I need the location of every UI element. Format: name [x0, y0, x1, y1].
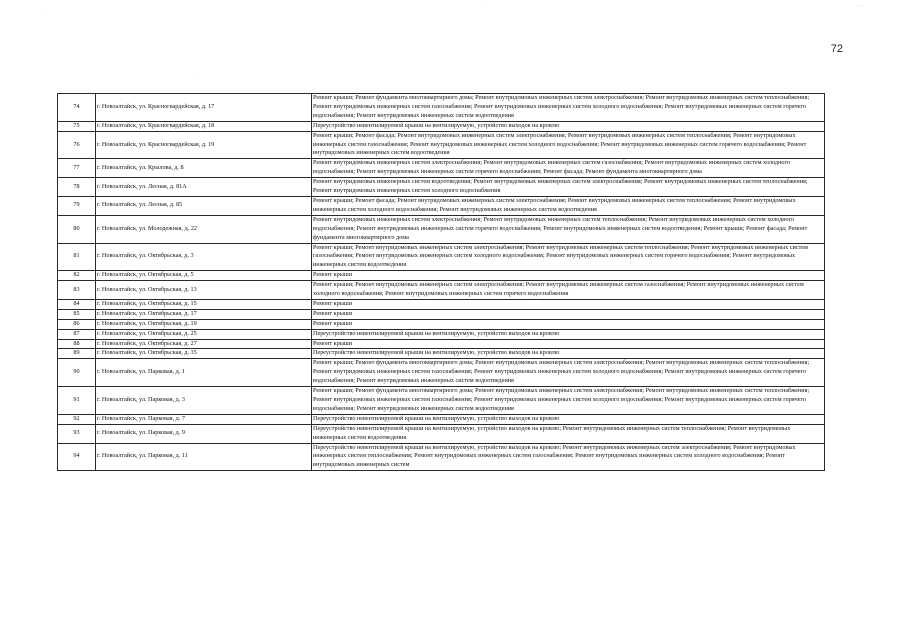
row-works: Ремонт крыши; Ремонт фундамента многоквартирного дома; Ремонт внутридомовых инженерных систем электроснабжения; Ремонт внутридомовых инженерных систем теплоснабжения; Ремонт внутридомовых инженерных систем газоснабжения; Ремонт внутридомовых инженерных систем холодного водоснабжения; Ремонт внутридомовых инженерных систем горячего водоснабжения; Ремонт внутридомовых инженерных систем водоотведения — [312, 94, 825, 122]
row-address: г. Новоалтайск, ул. Парковая, д. 7 — [96, 414, 312, 424]
table-row — [58, 387, 825, 415]
table-row — [58, 121, 825, 131]
row-works: Ремонт крыши — [312, 271, 825, 281]
row-works: Ремонт внутридомовых инженерных систем электроснабжения; Ремонт внутридомовых инженерных систем газоснабжения; Ремонт внутридомовых инженерных систем холодного водоснабжения; Ремонт внутридомовых инженерных систем горячего водоснабжения; Ремонт фасада; Ремонт фундамента многоквартирного дома — [312, 159, 825, 178]
row-works: Ремонт крыши — [312, 299, 825, 309]
scan-speck: . — [196, 76, 198, 82]
row-address: г. Новоалтайск, ул. Парковая, д. 1 — [96, 359, 312, 387]
row-address: г. Новоалтайск, ул. Молодежная, д. 22 — [96, 215, 312, 243]
row-works: Ремонт крыши; Ремонт внутридомовых инженерных систем электроснабжения; Ремонт внутридомовых инженерных систем газоснабжения; Ремонт внутридомовых инженерных систем холодного водоснабжения; Ремонт внутридомовых инженерных систем горячего водоснабжения — [312, 281, 825, 300]
table-row — [58, 243, 825, 271]
row-works: Ремонт крыши; Ремонт фасада; Ремонт внутридомовых инженерных систем электроснабжения; Ремонт внутридомовых инженерных систем теплоснабжения; Ремонт внутридомовых инженерных систем газоснабжения; Ремонт внутридомовых инженерных систем холодного водоснабжения; Ремонт внутридомовых инженерных систем горячего водоснабжения; Ремонт внутридомовых инженерных систем водоотведения — [312, 131, 825, 159]
table-row — [58, 309, 825, 319]
row-address: г. Новоалтайск, ул. Октябрьская, д. 19 — [96, 319, 312, 329]
table-row — [58, 414, 825, 424]
row-works: Переустройство невентилируемой крыши на вентилируемую, устройство выходов на кровлю — [312, 349, 825, 359]
row-address: г. Новоалтайск, ул. Парковая, д. 9 — [96, 424, 312, 443]
row-number: 74 — [58, 94, 96, 122]
row-works: Ремонт крыши — [312, 339, 825, 349]
table-row — [58, 271, 825, 281]
row-number: 80 — [58, 215, 96, 243]
row-works: Ремонт крыши; Ремонт фасада; Ремонт внутридомовых инженерных систем электроснабжения; Ремонт внутридомовых инженерных систем теплоснабжения; Ремонт внутридомовых инженерных систем холодного водоснабжения; Ремонт внутридомовых инженерных систем водоотведения — [312, 196, 825, 215]
row-address: г. Новоалтайск, ул. Октябрьская, д. 15 — [96, 299, 312, 309]
row-number: 82 — [58, 271, 96, 281]
row-number: 76 — [58, 131, 96, 159]
row-works: Переустройство невентилируемой крыши на вентилируемую, устройство выходов на кровлю — [312, 121, 825, 131]
row-number: 87 — [58, 329, 96, 339]
table-row — [58, 349, 825, 359]
row-address: г. Новоалтайск, ул. Октябрьская, д. 17 — [96, 309, 312, 319]
row-works: Ремонт крыши; Ремонт фундамента многоквартирного дома; Ремонт внутридомовых инженерных систем электроснабжения; Ремонт внутридомовых инженерных систем теплоснабжения; Ремонт внутридомовых инженерных систем газоснабжения; Ремонт внутридомовых инженерных систем холодного водоснабжения; Ремонт внутридомовых инженерных систем горячего водоснабжения; Ремонт внутридомовых инженерных систем водоотведения — [312, 387, 825, 415]
table-row — [58, 424, 825, 443]
scan-speck: . — [42, 6, 44, 12]
row-number: 94 — [58, 443, 96, 471]
row-address: г. Новоалтайск, ул. Октябрьская, д. 5 — [96, 271, 312, 281]
row-address: г. Новоалтайск, ул. Парковая, д. 11 — [96, 443, 312, 471]
row-works: Переустройство невентилируемой крыши на вентилируемую, устройство выходов на кровлю — [312, 329, 825, 339]
row-works: Переустройство невентилируемой крыши на вентилируемую, устройство выходов на кровлю; Ремонт внутридомовых инженерных систем электроснабжения; Ремонт внутридомовых инженерных систем теплоснабжения; Ремонт внутридомовых инженерных систем газоснабжения; Ремонт внутридомовых инженерных систем холодного водоснабжения; Ремонт внутридомовых инженерных систем — [312, 443, 825, 471]
row-address: г. Новоалтайск, ул. Октябрьская, д. 25 — [96, 329, 312, 339]
row-number: 85 — [58, 309, 96, 319]
table-row — [58, 299, 825, 309]
row-address: г. Новоалтайск, ул. Лесная, д. 81А — [96, 178, 312, 197]
row-works: Ремонт крыши — [312, 309, 825, 319]
row-address: г. Новоалтайск, ул. Октябрьская, д. 3 — [96, 243, 312, 271]
row-address: г. Новоалтайск, ул. Парковая, д. 3 — [96, 387, 312, 415]
row-number: 86 — [58, 319, 96, 329]
row-works: Ремонт крыши; Ремонт фундамента многоквартирного дома; Ремонт внутридомовых инженерных систем электроснабжения; Ремонт внутридомовых инженерных систем теплоснабжения; Ремонт внутридомовых инженерных систем газоснабжения; Ремонт внутридомовых инженерных систем холодного водоснабжения; Ремонт внутридомовых инженерных систем горячего водоснабжения; Ремонт внутридомовых инженерных систем водоотведения — [312, 359, 825, 387]
row-works: Ремонт внутридомовых инженерных систем водоотведения; Ремонт внутридомовых инженерных систем электроснабжения; Ремонт внутридомовых инженерных систем теплоснабжения; Ремонт внутридомовых инженерных систем холодного водоснабжения — [312, 178, 825, 197]
row-number: 91 — [58, 387, 96, 415]
row-number: 78 — [58, 178, 96, 197]
row-number: 77 — [58, 159, 96, 178]
table-row — [58, 94, 825, 122]
row-number: 84 — [58, 299, 96, 309]
table-row — [58, 339, 825, 349]
row-address: г. Новоалтайск, ул. Красногвардейская, д. 17 — [96, 94, 312, 122]
table-row — [58, 281, 825, 300]
row-number: 79 — [58, 196, 96, 215]
row-address: г. Новоалтайск, ул. Октябрьская, д. 13 — [96, 281, 312, 300]
row-number: 83 — [58, 281, 96, 300]
row-address: г. Новоалтайск, ул. Красногвардейская, д. 18 — [96, 121, 312, 131]
row-number: 88 — [58, 339, 96, 349]
row-number: 89 — [58, 349, 96, 359]
table-row — [58, 131, 825, 159]
row-works: Ремонт крыши — [312, 319, 825, 329]
scan-speck: - - — [857, 3, 863, 9]
table-row — [58, 159, 825, 178]
table-row — [58, 443, 825, 471]
table-body — [58, 94, 825, 471]
row-address: г. Новоалтайск, ул. Лесная, д. 85 — [96, 196, 312, 215]
row-address: г. Новоалтайск, ул. Октябрьская, д. 27 — [96, 339, 312, 349]
table-row — [58, 359, 825, 387]
row-number: 93 — [58, 424, 96, 443]
row-address: г. Новоалтайск, ул. Октябрьская, д. 35 — [96, 349, 312, 359]
row-works: Ремонт внутридомовых инженерных систем электроснабжения; Ремонт внутридомовых инженерных систем теплоснабжения; Ремонт внутридомовых инженерных систем холодного водоснабжения; Ремонт внутридомовых инженерных систем горячего водоснабжения; Ремонт внутридомовых инженерных систем водоотведения; Ремонт крыши; Ремонт фасада; Ремонт фундамента многоквартирного дома — [312, 215, 825, 243]
table-row — [58, 196, 825, 215]
page-number: 72 — [830, 43, 843, 55]
table-row — [58, 329, 825, 339]
repair-works-table — [57, 93, 825, 471]
row-number: 75 — [58, 121, 96, 131]
table-row — [58, 178, 825, 197]
row-works: Переустройство невентилируемой крыши на вентилируемую, устройство выходов на кровлю — [312, 414, 825, 424]
scan-speck: . — [486, 4, 488, 10]
row-address: г. Новоалтайск, ул. Крылова, д. 8 — [96, 159, 312, 178]
table-row — [58, 215, 825, 243]
row-works: Переустройство невентилируемой крыши на вентилируемую, устройство выходов на кровлю; Ремонт внутридомовых инженерных систем теплоснабжения; Ремонт внутридомовых инженерных систем водоотведения — [312, 424, 825, 443]
row-number: 81 — [58, 243, 96, 271]
row-address: г. Новоалтайск, ул. Красногвардейская, д. 19 — [96, 131, 312, 159]
row-number: 92 — [58, 414, 96, 424]
row-works: Ремонт крыши; Ремонт внутридомовых инженерных систем электроснабжения; Ремонт внутридомовых инженерных систем теплоснабжения; Ремонт внутридомовых инженерных систем газоснабжения; Ремонт внутридомовых инженерных систем холодного водоснабжения; Ремонт внутридомовых инженерных систем горячего водоснабжения; Ремонт внутридомовых инженерных систем водоотведения — [312, 243, 825, 271]
table-row — [58, 319, 825, 329]
row-number: 90 — [58, 359, 96, 387]
